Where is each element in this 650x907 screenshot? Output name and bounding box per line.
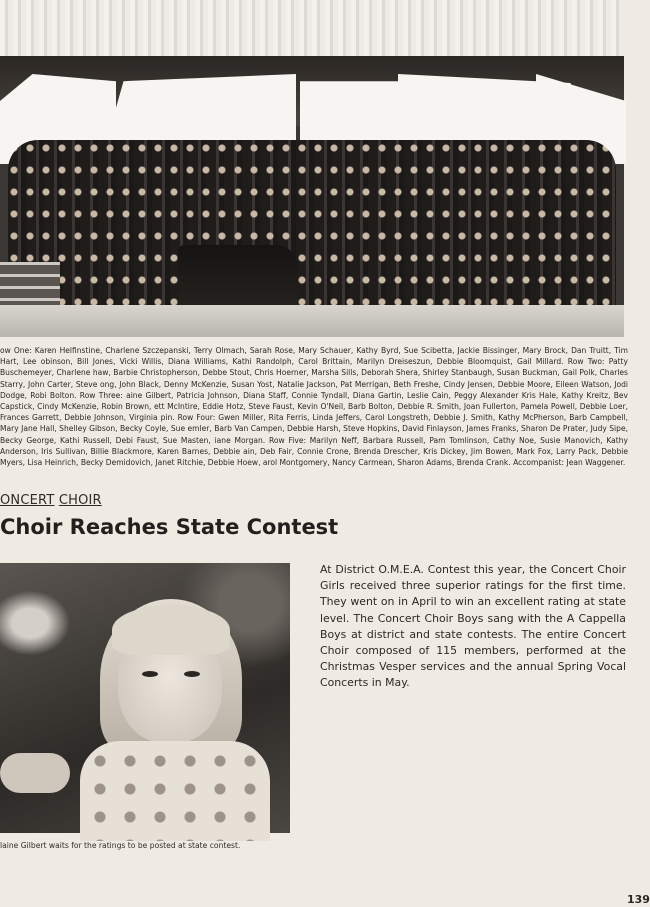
bangs — [112, 605, 230, 655]
page-number: 139 — [627, 893, 650, 906]
photo-caption: laine Gilbert waits for the ratings to be posted at state contest. — [0, 841, 241, 850]
candid-photo — [0, 563, 290, 833]
hand — [0, 753, 70, 793]
article-body: At District O.M.E.A. Contest this year, the Concert Choir Girls received three superior ratings for the first time. They went on in April to win an excellent rating at state level. The Concert Choir Boys sang with the A Cappella Boys at district and state contests. The entire Concert Choir composed of 115 members, performed at the Christmas Vesper services and the annual Spring Vocal Concerts in May. — [320, 563, 626, 690]
choir-members — [8, 140, 616, 310]
stage-curtain — [0, 0, 624, 60]
stage-floor — [0, 305, 624, 337]
roster-caption: ow One: Karen Helfinstine, Charlene Szczepanski, Terry Olmach, Sarah Rose, Mary Schauer, Kathy Byrd, Sue Scibetta, Jackie Bissinger, Mary Brock, Dan Truitt, Tim Hart, Lee obinson, Bill Jones, Vicki Willis, Diana Williams, Kathi Randolph, Carol Brittain, Marilyn Dreiseszun, Debbie Bloomquist, Gail Millard. Row Two: Patty Buschemeyer, Charlene haw, Barbie Christopherson, Debbe Stout, Chris Hoerner, Marsha Sills, Deborah Shera, Shirley Stanbaugh, Susan Buckman, Gail Polk, Charles Starry, John Carter, Steve ong, John Black, Denny McKenzie, Susan Yost, Natalie Jackson, Pat Merrigan, Beth Freshe, Cindy Jensen, Debbie Moore, Eileen Watson, Jodi Dodge, Robi Bolton. Row Three: aine Gilbert, Patricia Johnson, Diana Staff, Connie Tyndall, Diana Gartin, Leslie Cain, Peggy Alexander Kris Hale, Kathy Kreitz, Bev Capstick, Cindy McKenzie, Robin Brown, ett McIntire, Eddie Hotz, Steve Faust, Kevin O'Neil, Barb Bolton, Debbie R. Smith, Joan Fullerton, Pamela Powell, Debbie Loer, Frances Garrett, Debbie Johnson, Virginia pin. Row Four: Gwen Miller, Rita Ferris, Linda Jeffers, Carol Longstreth, Debbie J. Smith, Kathy McPherson, Barb Campbell, Mary Jane Hall, Shelley Gibson, Becky Coyle, Sue emler, Barb Van Campen, Debbie Harsh, Steve Hopkins, David Finlayson, James Franks, Sharon De Prater, Judy Sipe, Becky George, Kathi Russell, Debi Faust, Sue Masten, iane Morgan. Row Five: Marilyn Neff, Barbara Russell, Pam Tomlinson, Cathy Noe, Susie Manovich, Kathy Anderson, Iris Sullivan, Billie Blackmore, Karen Barnes, Debbie ain, Deb Fair, Connie Crone, Brenda Drescher, Kris Dickey, Jim Bowen, Mark Fox, Larry Pack, Debbie Myers, Lisa Heinrich, Becky Demidovich, Janet Ritchie, Debbie Hoew, arol Montgomery, Nancy Carmean, Sharon Adams, Brenda Crank. Accompanist: Jean Waggener. — [0, 346, 628, 468]
section-label-prefix: ONCERT — [0, 493, 55, 508]
section-label — [0, 493, 102, 508]
choir-group-photo — [0, 0, 624, 337]
eye — [184, 671, 200, 677]
headline: Choir Reaches State Contest — [0, 515, 339, 539]
blouse — [80, 741, 270, 841]
risers — [0, 262, 60, 308]
section-label-word: CHOIR — [58, 493, 102, 508]
eye — [142, 671, 158, 677]
